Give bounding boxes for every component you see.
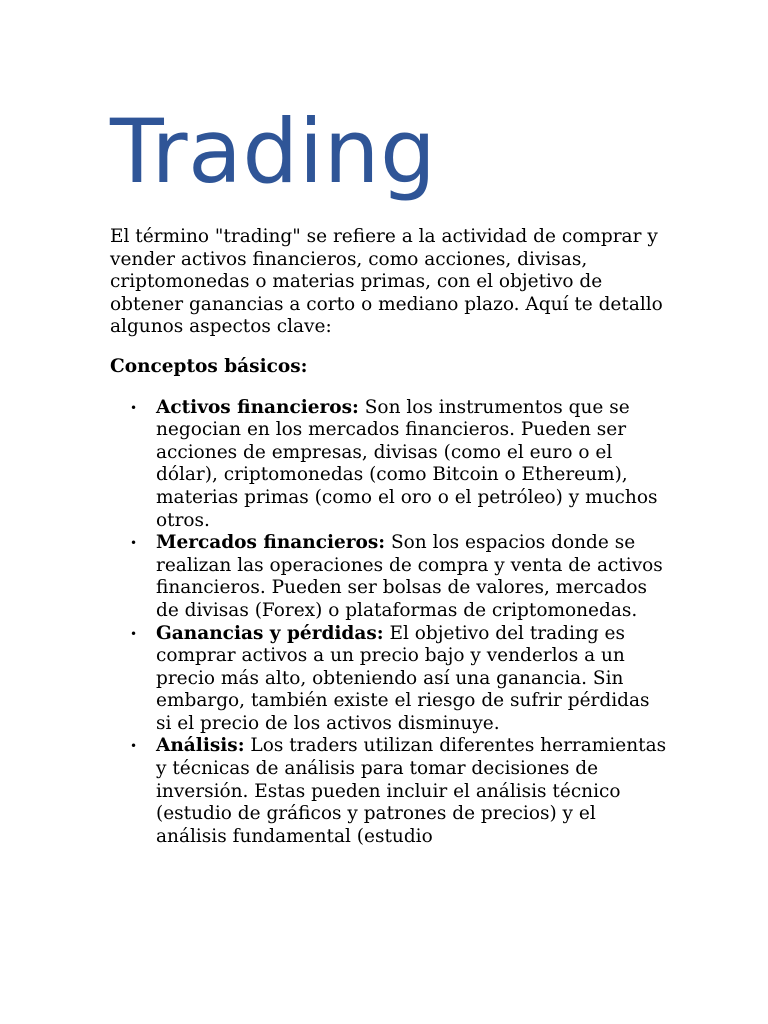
- list-item: [110, 735, 670, 848]
- list-item: [110, 532, 670, 622]
- list-item: [110, 623, 670, 736]
- list-item-text: El objetivo del trading es comprar activos a un precio bajo y venderlos a un precio más alto, obteniendo así una ganancia. Sin embargo, también existe el riesgo de sufrir pérdidas si el precio de los activos disminuye.: [156, 622, 650, 734]
- list-item-text: Son los espacios donde se realizan las operaciones de compra y venta de activos financieros. Pueden ser bolsas de valores, mercados de divisas (Forex) o plataformas de criptomonedas.: [156, 532, 663, 621]
- list-item-text: Son los instrumentos que se negocian en los mercados financieros. Pueden ser acciones de empresas, divisas (como el euro o el dólar), criptomonedas (como Bitcoin o Ethereum), materias primas (como el oro o el petróleo) y muchos otros.: [156, 396, 658, 531]
- intro-paragraph: El término "trading" se refiere a la actividad de comprar y vender activos financieros, como acciones, divisas, criptomonedas o materias primas, con el objetivo de obtener ganancias a corto o mediano plazo. Aquí te detallo algunos aspectos clave:: [110, 226, 663, 338]
- bullet-icon: •: [130, 626, 138, 641]
- list-item-term: Ganancias y pérdidas:: [156, 622, 384, 644]
- section-heading: Conceptos básicos:: [110, 355, 308, 377]
- list-item-text: Los traders utilizan diferentes herramientas y técnicas de análisis para tomar decisiones de inversión. Estas pueden incluir el análisis técnico (estudio de gráficos y patrones de precios) y el análisis fundamental (estudio: [156, 735, 667, 847]
- bullet-icon: •: [130, 536, 138, 551]
- page-title: Trading: [110, 100, 437, 203]
- bullet-icon: •: [130, 739, 138, 754]
- list-item: [110, 397, 670, 533]
- concepts-list: [110, 397, 670, 849]
- list-item-term: Mercados financieros:: [156, 532, 386, 554]
- list-item-term: Activos financieros:: [156, 396, 359, 418]
- list-item-term: Análisis:: [156, 735, 245, 757]
- bullet-icon: •: [130, 400, 138, 415]
- document-page: [110, 100, 670, 848]
